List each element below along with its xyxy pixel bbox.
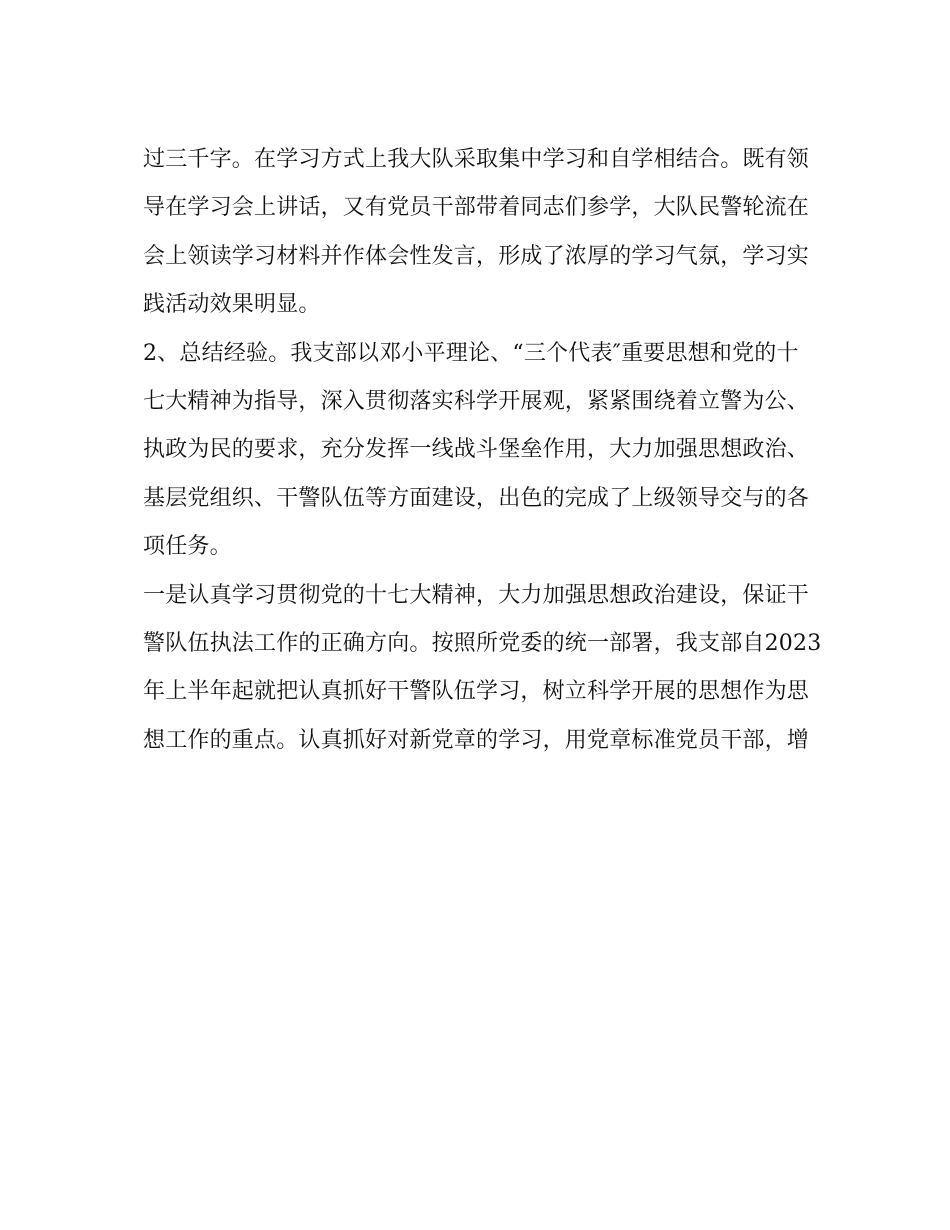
text-line: 导在学习会上讲话，又有党员干部带着同志们参学，大队民警轮流在 <box>143 195 810 221</box>
text-line: 基层党组织、干警队伍等方面建设，出色的完成了上级领导交与的各 <box>143 485 810 511</box>
text-line: 2、总结经验。我支部以邓小平理论、“三个代表″重要思想和党的十 <box>143 340 799 366</box>
text-line: 执政为民的要求，充分发挥一线战斗堡垒作用，大力加强思想政治、 <box>143 437 810 463</box>
text-line: 警队伍执法工作的正确方向。按照所党委的统一部署，我支部自2023 <box>143 630 822 656</box>
text-line: 一是认真学习贯彻党的十七大精神，大力加强思想政治建设，保证干 <box>143 582 810 608</box>
text-line: 践活动效果明显。 <box>143 292 321 318</box>
document-body <box>143 136 822 765</box>
text-line: 项任务。 <box>143 534 232 560</box>
text-line: 会上领读学习材料并作体会性发言，形成了浓厚的学习气氛，学习实 <box>143 243 810 269</box>
text-line: 七大精神为指导，深入贯彻落实科学开展观，紧紧围绕着立警为公、 <box>143 388 810 414</box>
text-line: 年上半年起就把认真抓好干警队伍学习，树立科学开展的思想作为思 <box>143 679 810 705</box>
text-line: 想工作的重点。认真抓好对新党章的学习，用党章标准党员干部，增 <box>143 727 810 753</box>
text-line: 过三千字。在学习方式上我大队采取集中学习和自学相结合。既有领 <box>143 147 810 172</box>
